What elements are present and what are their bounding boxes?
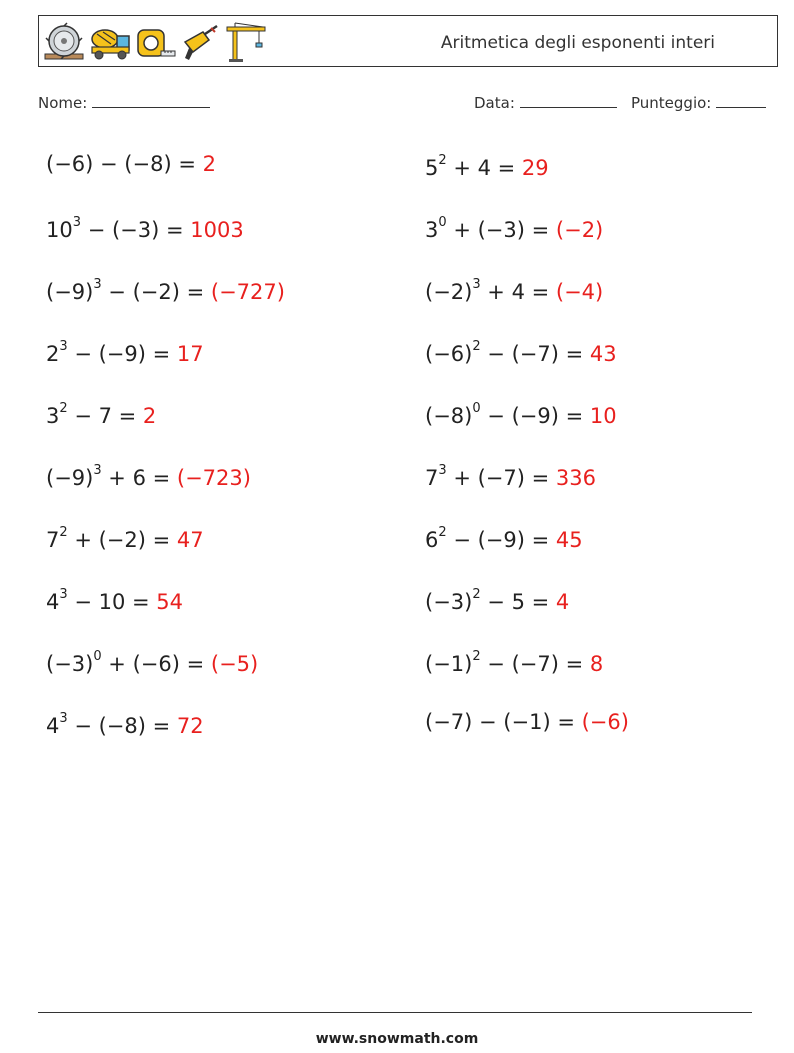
problem-right: [425, 204, 603, 252]
header-icons: [43, 21, 267, 63]
footer-url: www.snowmath.com: [315, 1031, 479, 1047]
problem-left: [46, 142, 216, 186]
expression-base: 3: [425, 218, 439, 242]
problem-row: [46, 452, 746, 514]
footer-divider: [38, 1012, 752, 1013]
answer: 17: [176, 342, 204, 366]
answer: 47: [176, 528, 204, 552]
expression-base: (−1): [425, 652, 473, 676]
expression-rest: + (−7) =: [446, 466, 550, 490]
date-field[interactable]: [474, 93, 617, 112]
exponent: 0: [93, 649, 102, 664]
score-field[interactable]: [631, 93, 766, 112]
expression-rest: + (−3) =: [446, 218, 550, 242]
expression-base: 2: [46, 342, 60, 366]
circular-saw-icon: [43, 22, 85, 62]
problem-row: [46, 700, 746, 762]
answer: 45: [555, 528, 583, 552]
exponent: 3: [472, 277, 481, 292]
date-label: Data:: [474, 94, 515, 112]
problem-left: [46, 638, 258, 686]
expression-rest: + (−6) =: [101, 652, 205, 676]
expression-rest: − (−8) =: [67, 714, 171, 738]
expression-rest: − (−3) =: [81, 218, 184, 242]
problem-right: [425, 576, 569, 624]
worksheet-title: Aritmetica degli esponenti interi: [440, 33, 715, 53]
expression-base: (−3): [46, 652, 94, 676]
answer: 43: [589, 342, 617, 366]
answer: 8: [589, 652, 604, 676]
expression-base: 7: [46, 528, 60, 552]
problem-grid: [46, 142, 746, 762]
expression-rest: + 4 =: [446, 156, 516, 180]
expression-base: (−6) − (−8): [46, 152, 172, 176]
problem-right: [425, 638, 603, 686]
expression-base: (−9): [46, 466, 94, 490]
problem-left: [46, 390, 156, 438]
answer: 2: [142, 404, 157, 428]
problem-right: [425, 390, 617, 438]
expression-rest: − 10 =: [67, 590, 150, 614]
exponent: 3: [59, 711, 68, 726]
problem-left: [46, 266, 285, 314]
exponent: 2: [472, 649, 481, 664]
exponent: 3: [59, 587, 68, 602]
answer: (−723): [176, 466, 251, 490]
exponent: 0: [438, 215, 447, 230]
problem-right: [425, 142, 549, 190]
expression-rest: − (−9) =: [480, 404, 584, 428]
answer: (−6): [581, 710, 629, 734]
expression-base: (−6): [425, 342, 473, 366]
problem-left: [46, 328, 204, 376]
exponent: 2: [59, 525, 68, 540]
power-drill-icon: [181, 22, 221, 62]
name-label: Nome:: [38, 94, 88, 112]
expression-base: 10: [46, 218, 73, 242]
expression-rest: =: [171, 152, 196, 176]
problem-row: [46, 576, 746, 638]
problem-row: [46, 142, 746, 204]
exponent: 3: [93, 463, 102, 478]
problem-left: [46, 204, 244, 252]
answer: 336: [555, 466, 596, 490]
tower-crane-icon: [225, 21, 267, 63]
expression-rest: − (−7) =: [480, 652, 584, 676]
expression-rest: − 5 =: [480, 590, 550, 614]
problem-row: [46, 328, 746, 390]
expression-rest: − (−9) =: [446, 528, 550, 552]
problem-row: [46, 390, 746, 452]
expression-base: (−3): [425, 590, 473, 614]
exponent: 0: [472, 401, 481, 416]
expression-rest: − (−2) =: [101, 280, 205, 304]
answer: (−727): [210, 280, 285, 304]
expression-base: (−7) − (−1): [425, 710, 551, 734]
expression-base: 3: [46, 404, 60, 428]
answer: 4: [555, 590, 570, 614]
exponent: 3: [438, 463, 447, 478]
exponent: 3: [72, 215, 82, 230]
expression-base: 4: [46, 590, 60, 614]
answer: 10: [589, 404, 617, 428]
problem-right: [425, 328, 617, 376]
answer: 72: [176, 714, 204, 738]
problem-right: [425, 700, 629, 744]
expression-rest: − 7 =: [67, 404, 137, 428]
score-label: Punteggio:: [631, 94, 712, 112]
expression-rest: =: [550, 710, 575, 734]
expression-base: (−2): [425, 280, 473, 304]
exponent: 2: [472, 587, 481, 602]
exponent: 2: [472, 339, 481, 354]
problem-row: [46, 514, 746, 576]
exponent: 3: [59, 339, 68, 354]
problem-left: [46, 576, 183, 624]
expression-base: (−8): [425, 404, 473, 428]
expression-base: 6: [425, 528, 439, 552]
answer: 2: [202, 152, 216, 176]
expression-base: 5: [425, 156, 439, 180]
problem-right: [425, 514, 583, 562]
name-field[interactable]: [38, 93, 210, 112]
exponent: 2: [59, 401, 68, 416]
expression-rest: − (−9) =: [67, 342, 171, 366]
date-blank[interactable]: [520, 93, 617, 108]
expression-rest: − (−7) =: [480, 342, 584, 366]
answer: (−2): [555, 218, 604, 242]
score-blank[interactable]: [716, 93, 766, 108]
expression-rest: + 4 =: [480, 280, 550, 304]
problem-left: [46, 452, 251, 500]
problem-right: [425, 266, 603, 314]
expression-rest: + 6 =: [101, 466, 171, 490]
cement-mixer-truck-icon: [89, 22, 131, 62]
problem-row: [46, 266, 746, 328]
expression-base: (−9): [46, 280, 94, 304]
header-box: [38, 15, 778, 67]
answer: (−4): [555, 280, 604, 304]
problem-left: [46, 514, 204, 562]
answer: 1003: [190, 218, 244, 242]
answer: 29: [521, 156, 549, 180]
problem-right: [425, 452, 596, 500]
expression-base: 7: [425, 466, 439, 490]
tape-measure-icon: [135, 22, 177, 62]
name-blank[interactable]: [92, 93, 210, 108]
answer: (−5): [210, 652, 259, 676]
problem-left: [46, 700, 204, 748]
exponent: 2: [438, 153, 447, 168]
exponent: 3: [93, 277, 102, 292]
problem-row: [46, 204, 746, 266]
problem-row: [46, 638, 746, 700]
expression-rest: + (−2) =: [67, 528, 171, 552]
answer: 54: [156, 590, 184, 614]
exponent: 2: [438, 525, 447, 540]
expression-base: 4: [46, 714, 60, 738]
